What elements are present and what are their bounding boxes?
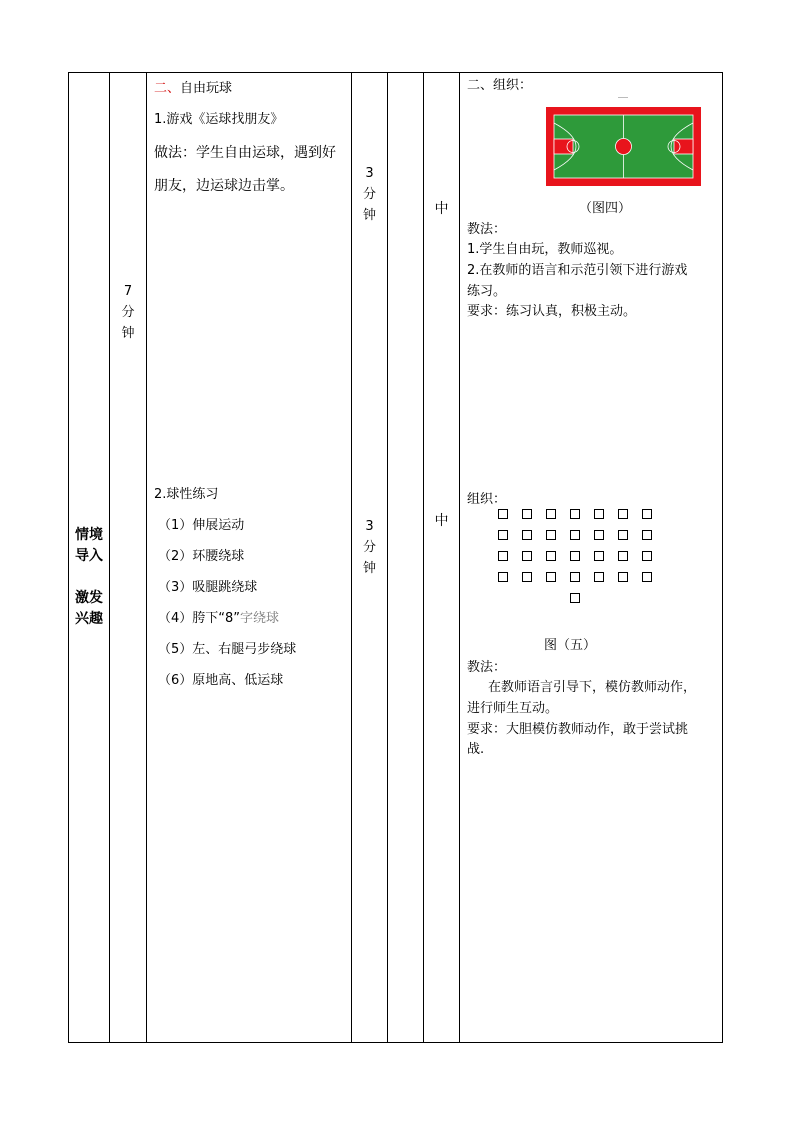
org-title: 二、组织： [467,78,533,93]
activity-time-1 [352,163,387,226]
student-square [618,530,628,540]
student-square [498,572,508,582]
teacher-square [570,593,580,603]
requirement-line: 要求：大胆模仿教师动作，敢于尝试挑 [467,722,689,737]
student-square [618,572,628,582]
time-number: 3 [365,519,374,534]
method-line: 进行师生互动。 [467,701,559,716]
game-title: 1.游戏《运球找朋友》 [154,112,284,127]
student-square [594,530,604,540]
activity-time-cell [352,73,388,1043]
student-square [642,572,652,582]
method-line: 练习。 [467,284,507,299]
heading-number: 二、 [154,81,181,96]
section-line: 导入 [75,548,103,564]
activity-time-2 [352,516,387,579]
student-square [642,509,652,519]
figure-5-caption: 图（五） [543,638,596,653]
student-square [522,530,532,540]
time-number: 7 [123,284,133,299]
student-square [546,551,556,561]
intensity-1: 中 [434,201,449,217]
time-number: 3 [365,166,374,181]
drill-item: （2）环腰绕球 [158,549,245,564]
org-label: 组织： [467,492,507,507]
student-square [498,551,508,561]
method-line: 1.学生自由玩，教师巡视。 [467,242,623,257]
drill-item: （3）吸腿跳绕球 [158,580,258,595]
method-line: 做法：学生自由运球，遇到好 [154,145,336,161]
time-unit: 钟 [121,326,135,341]
content-heading [154,80,232,98]
student-square [546,572,556,582]
student-square [642,530,652,540]
figure-4-caption: （图四） [578,201,631,216]
drill-item-text: （4）胯下“8” [158,611,241,626]
section-label-1 [69,525,109,567]
time-unit: 钟 [362,561,376,576]
total-time [110,281,146,344]
student-square [546,509,556,519]
student-square [546,530,556,540]
requirement-line: 战. [467,742,485,757]
center-circle [616,139,632,155]
total-time-cell [110,73,147,1043]
method-line: 2.在教师的语言和示范引领下进行游戏 [467,263,688,278]
intensity-2: 中 [434,513,449,529]
method-label: 教法： [467,222,507,237]
drill-item-tail: 字绕球 [240,611,280,626]
student-square [570,572,580,582]
time-unit: 分 [362,540,376,555]
section-line: 激发 [75,590,103,606]
heading-text: 自由玩球 [180,81,233,96]
student-square [594,572,604,582]
student-square [522,551,532,561]
time-unit: 分 [121,305,135,320]
court-marker [618,97,628,98]
student-square [522,572,532,582]
lesson-plan-table [68,72,723,1043]
student-square [618,551,628,561]
student-square [570,509,580,519]
requirement-line: 要求：练习认真，积极主动。 [467,304,637,319]
empty-cell [388,73,424,1043]
section-line: 兴趣 [75,611,103,627]
student-square [522,509,532,519]
method-line: 在教师语言引导下，模仿教师动作， [488,680,697,695]
student-square [594,551,604,561]
drill-title: 2.球性练习 [154,487,219,502]
student-square [570,551,580,561]
drill-item: （1）伸展运动 [158,518,245,533]
drill-item-4 [158,610,279,628]
time-unit: 钟 [362,208,376,223]
method-line: 朋友，边运球边击掌。 [154,178,294,194]
student-square [570,530,580,540]
drill-item: （5）左、右腿弓步绕球 [158,642,297,657]
content-cell [147,73,352,1043]
time-unit: 分 [362,187,376,202]
section-line: 情境 [75,527,103,543]
intensity-cell [424,73,460,1043]
student-square [594,509,604,519]
basketball-court-diagram [546,107,701,186]
student-square [498,509,508,519]
student-square [618,509,628,519]
drill-item: （6）原地高、低运球 [158,673,284,688]
method-label: 教法： [467,660,507,675]
section-cell [69,73,110,1043]
student-square [498,530,508,540]
student-square [642,551,652,561]
section-label-2 [69,588,109,630]
organization-cell [460,73,723,1043]
